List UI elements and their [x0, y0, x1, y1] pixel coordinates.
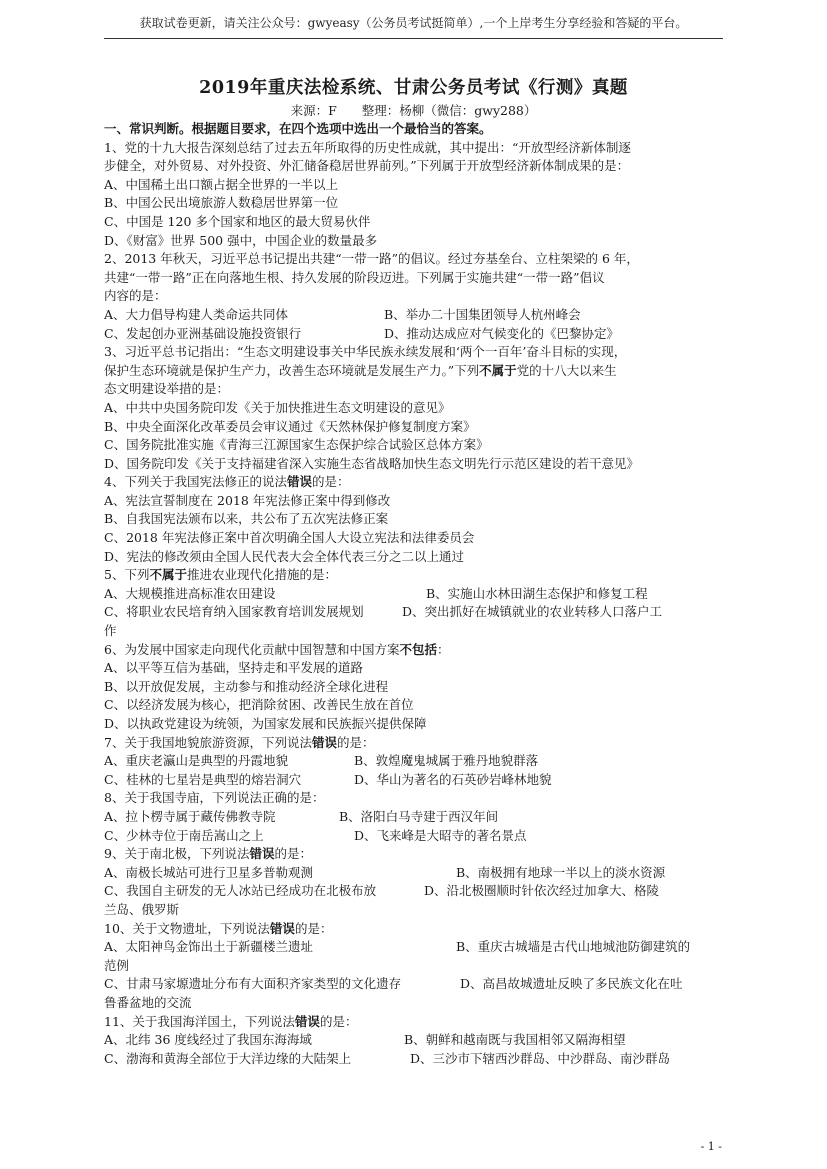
option: D、飞来峰是大昭寺的著名景点 [354, 827, 527, 843]
option-row [104, 1050, 724, 1069]
option: D、国务院印发《关于支持福建省深入实施生态省战略加快生态文明先行示范区建设的若干意见》 [104, 455, 640, 471]
option: C、少林寺位于南岳嵩山之上 [104, 827, 264, 843]
option: B、南极拥有地球一半以上的淡水资源 [456, 864, 666, 880]
option-continuation: 兰岛、俄罗斯 [104, 901, 180, 917]
question-stem: 2、2013 年秋天，习近平总书记提出共建“一带一路”的倡议。经过夯基垒台、立柱架梁的 6 年， [104, 251, 639, 267]
option: B、以开放促发展，主动参与和推动经济全球化进程 [104, 678, 389, 694]
question-stem: 步健全，对外贸易、对外投资、外汇储备稳居世界前列。”下列属于开放型经济新体制成果的是： [104, 158, 630, 174]
option: D、推动达成应对气候变化的《巴黎协定》 [384, 325, 620, 341]
option: D、以执政党建设为统领，为国家发展和民族振兴提供保障 [104, 716, 427, 731]
question-stem: 共建“一带一路”正在向落地生根、持久发展的阶段迈进。下列属于实施共建“一带一路”倡议 [104, 269, 605, 285]
option-row [104, 325, 724, 344]
option: C、渤海和黄海全部位于大洋边缘的大陆架上 [104, 1050, 352, 1066]
option-continuation: 作 [104, 623, 117, 639]
option: C、我国自主研发的无人冰站已经成功在北极布放 [104, 883, 377, 899]
option: C、中国是 120 多个国家和地区的最大贸易伙伴 [104, 213, 371, 229]
emphasis-text: 不包括 [399, 641, 437, 657]
stem-text: 的是： [294, 920, 333, 936]
section-heading: 一、常识判断。根据题目要求，在四个选项中选出一个最恰当的答案。 [104, 121, 492, 136]
stem-text: 7、关于我国地貌旅游资源，下列说法 [104, 734, 312, 750]
question-stem: 1、党的十九大报告深刻总结了过去五年所取得的历史性成就，其中提出：“开放型经济新体制逐 [104, 139, 631, 155]
option: B、实施山水林田湖生态保护和修复工程 [426, 585, 648, 601]
option-row [104, 827, 724, 846]
question-stem [104, 473, 724, 492]
stem-text: 4、下列关于我国宪法修正的说法 [104, 474, 287, 490]
emphasis-text: 错误 [311, 734, 337, 750]
option: A、中国稀土出口额占据全世界的一半以上 [104, 176, 339, 192]
stem-text: 的是： [274, 846, 312, 862]
option: A、中共中央国务院印发《关于加快推进生态文明建设的意见》 [104, 399, 451, 415]
question-stem [104, 734, 724, 753]
option-row [104, 1031, 724, 1050]
option: D、华山为著名的石英砂岩峰林地貌 [354, 771, 552, 787]
option-continuation: 范例 [104, 957, 130, 973]
option-row [104, 771, 724, 790]
option: B、中央全面深化改革委员会审议通过《天然林保护修复制度方案》 [104, 418, 476, 434]
option: A、大规模推进高标准农田建设 [104, 585, 276, 601]
option: C、将职业农民培育纳入国家教育培训发展规划 [104, 604, 364, 620]
emphasis-text: 不属于 [149, 567, 187, 583]
option: A、大力倡导构建人类命运共同体 [104, 306, 289, 322]
option: A、南极长城站可进行卫星多普勒观测 [104, 864, 314, 880]
option: B、自我国宪法颁布以来，共公布了五次宪法修正案 [104, 511, 389, 527]
option-row [104, 603, 724, 622]
option-row [104, 808, 724, 827]
option: A、宪法宣誓制度在 2018 年宪法修正案中得到修改 [104, 492, 391, 508]
question-stem: 态文明建设举措的是： [104, 381, 230, 397]
question-stem [104, 1013, 724, 1032]
option: D、高昌故城遗址反映了多民族文化在吐 [460, 976, 683, 992]
emphasis-text: 错误 [269, 920, 295, 936]
emphasis-text: 错误 [286, 474, 312, 490]
page-number: - 1 - [700, 1140, 722, 1153]
stem-text: 9、关于南北极，下列说法 [104, 846, 250, 862]
option: D、三沙市下辖西沙群岛、中沙群岛、南沙群岛 [410, 1050, 671, 1066]
option-continuation: 鲁番盆地的交流 [104, 994, 192, 1010]
option: B、朝鲜和越南既与我国相邻又隔海相望 [404, 1032, 626, 1048]
stem-text: 党的十八大以来生 [516, 362, 617, 378]
page-header: 获取试卷更新，请关注公众号：gwyeasy（公务员考试挺简单）,一个上岸考生分享经验和答疑的平台。 [104, 8, 723, 39]
stem-text: 11、关于我国海洋国土，下列说法 [104, 1013, 295, 1029]
stem-text: 10、关于文物遗址，下列说法 [104, 920, 270, 936]
option: C、甘肃马家塬遗址分布有大面积齐家类型的文化遗存 [104, 976, 402, 992]
option: A、北纬 36 度线经过了我国东海海域 [104, 1032, 312, 1048]
question-stem: 内容的是： [104, 288, 167, 304]
document-title: 2019年重庆法检系统、甘肃公务员考试《行测》真题 [199, 78, 628, 98]
option: A、拉卜楞寺属于藏传佛教寺院 [104, 808, 276, 824]
option-row [104, 938, 724, 957]
option: C、桂林的七星岩是典型的熔岩洞穴 [104, 771, 302, 787]
option: B、敦煌魔鬼城属于雅丹地貌群落 [354, 753, 539, 769]
stem-text: 推进农业现代化措施的是： [186, 567, 337, 583]
option: B、举办二十国集团领导人杭州峰会 [384, 306, 581, 322]
option: C、国务院批准实施《青海三江源国家生态保护综合试验区总体方案》 [104, 437, 489, 453]
option: D、《财富》世界 500 强中，中国企业的数量最多 [104, 232, 378, 248]
question-stem [104, 845, 724, 864]
option: B、中国公民出境旅游人数稳居世界第一位 [104, 195, 339, 211]
emphasis-text: 不属于 [479, 362, 517, 378]
option: D、突出抓好在城镇就业的农业转移人口落户工 [402, 604, 663, 620]
stem-text: 6、为发展中国家走向现代化贡献中国智慧和中国方案 [104, 641, 400, 657]
question-stem: 3、习近平总书记指出：“生态文明建设事关中华民族永续发展和‘两个一百年’奋斗目标的实现， [104, 344, 627, 360]
stem-text: 5、下列 [104, 567, 150, 583]
question-stem [104, 566, 724, 585]
option: B、重庆古城墙是古代山地城池防御建筑的 [456, 939, 691, 955]
stem-text: ： [436, 641, 450, 657]
emphasis-text: 错误 [294, 1013, 320, 1029]
stem-text: 的是： [336, 734, 375, 750]
option-row [104, 864, 724, 883]
option-row [104, 306, 724, 325]
option-row [104, 882, 724, 901]
option: A、以平等互信为基础，坚持走和平发展的道路 [104, 660, 364, 676]
emphasis-text: 错误 [249, 846, 275, 862]
option: B、洛阳白马寺建于西汉年间 [339, 808, 499, 824]
option: C、以经济发展为核心，把消除贫困、改善民生放在首位 [104, 697, 414, 713]
stem-text: 的是： [319, 1013, 358, 1029]
stem-text: 保护生态环境就是保护生产力，改善生态环境就是发展生产力。”下列 [104, 362, 480, 378]
question-stem [104, 641, 724, 660]
document-body [104, 120, 724, 1068]
option: C、2018 年宪法修正案中首次明确全国人大设立宪法和法律委员会 [104, 530, 475, 546]
option: C、发起创办亚洲基础设施投资银行 [104, 325, 302, 341]
option-row [104, 752, 724, 771]
question-stem: 8、关于我国寺庙，下列说法正确的是： [104, 790, 325, 806]
option: D、沿北极圈顺时针依次经过加拿大、格陵 [424, 883, 660, 899]
option-row [104, 585, 724, 604]
question-stem [104, 362, 724, 381]
option: D、宪法的修改须由全国人民代表大会全体代表三分之二以上通过 [104, 548, 465, 564]
option-row [104, 975, 724, 994]
option: A、重庆老瀛山是典型的丹霞地貌 [104, 753, 289, 769]
document-source: 来源：F 整理：杨柳（微信：gwy288） [290, 103, 537, 118]
question-stem [104, 920, 724, 939]
stem-text: 的是： [311, 474, 350, 490]
option: A、太阳神鸟金饰出土于新疆楼兰遗址 [104, 939, 314, 955]
